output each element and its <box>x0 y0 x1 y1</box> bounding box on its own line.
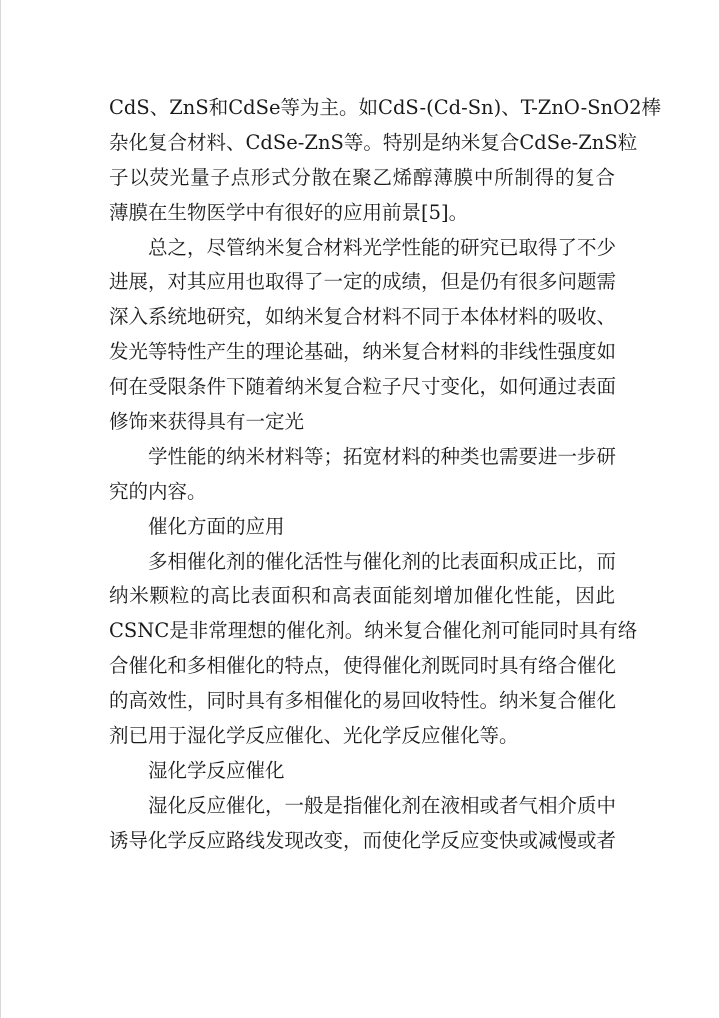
text-line: 何在受限条件下随着纳米复合粒子尺寸变化，如何通过表面 <box>109 375 617 399</box>
text-line: 总之，尽管纳米复合材料光学性能的研究已取得了不少 <box>148 235 617 259</box>
text-line: 纳米颗粒的高比表面积和高表面能刻增加催化性能，因此 <box>109 584 615 608</box>
document-body <box>109 91 662 859</box>
text-line: 子以荧光量子点形式分散在聚乙烯醇薄膜中所制得的复合 <box>109 165 615 189</box>
section-heading: 催化方面的应用 <box>148 514 285 538</box>
text-line: 合催化和多相催化的特点，使得催化剂既同时具有络合催化 <box>109 654 617 678</box>
section-heading: 湿化学反应催化 <box>148 758 285 782</box>
text-line: 薄膜在生物医学中有很好的应用前景[5]。 <box>109 200 469 224</box>
text-line: CdS、ZnS和CdSe等为主。如CdS-(Cd-Sn)、T-ZnO-SnO2棒 <box>109 96 662 119</box>
text-line: 学性能的纳米材料等；拓宽材料的种类也需要进一步研 <box>148 444 617 468</box>
text-line: CSNC是非常理想的催化剂。纳米复合催化剂可能同时具有络 <box>109 619 638 643</box>
text-line: 湿化反应催化，一般是指催化剂在液相或者气相介质中 <box>148 793 617 817</box>
text-line: 诱导化学反应路线发现改变，而使化学反应变快或减慢或者 <box>109 828 617 852</box>
text-line: 的高效性，同时具有多相催化的易回收特性。纳米复合催化 <box>109 689 617 713</box>
text-line: 杂化复合材料、CdSe-ZnS等。特别是纳米复合CdSe-ZnS粒 <box>109 130 638 154</box>
text-line: 修饰来获得具有一定光 <box>109 410 305 434</box>
text-line: 进展，对其应用也取得了一定的成绩，但是仍有很多问题需 <box>109 270 617 294</box>
text-line: 多相催化剂的催化活性与催化剂的比表面积成正比，而 <box>148 549 617 573</box>
text-line: 发光等特性产生的理论基础，纳米复合材料的非线性强度如 <box>109 340 617 364</box>
text-line: 深入系统地研究，如纳米复合材料不同于本体材料的吸收、 <box>109 305 617 329</box>
text-line: 剂已用于湿化学反应催化、光化学反应催化等。 <box>109 724 519 748</box>
text-line: 究的内容。 <box>109 479 207 503</box>
